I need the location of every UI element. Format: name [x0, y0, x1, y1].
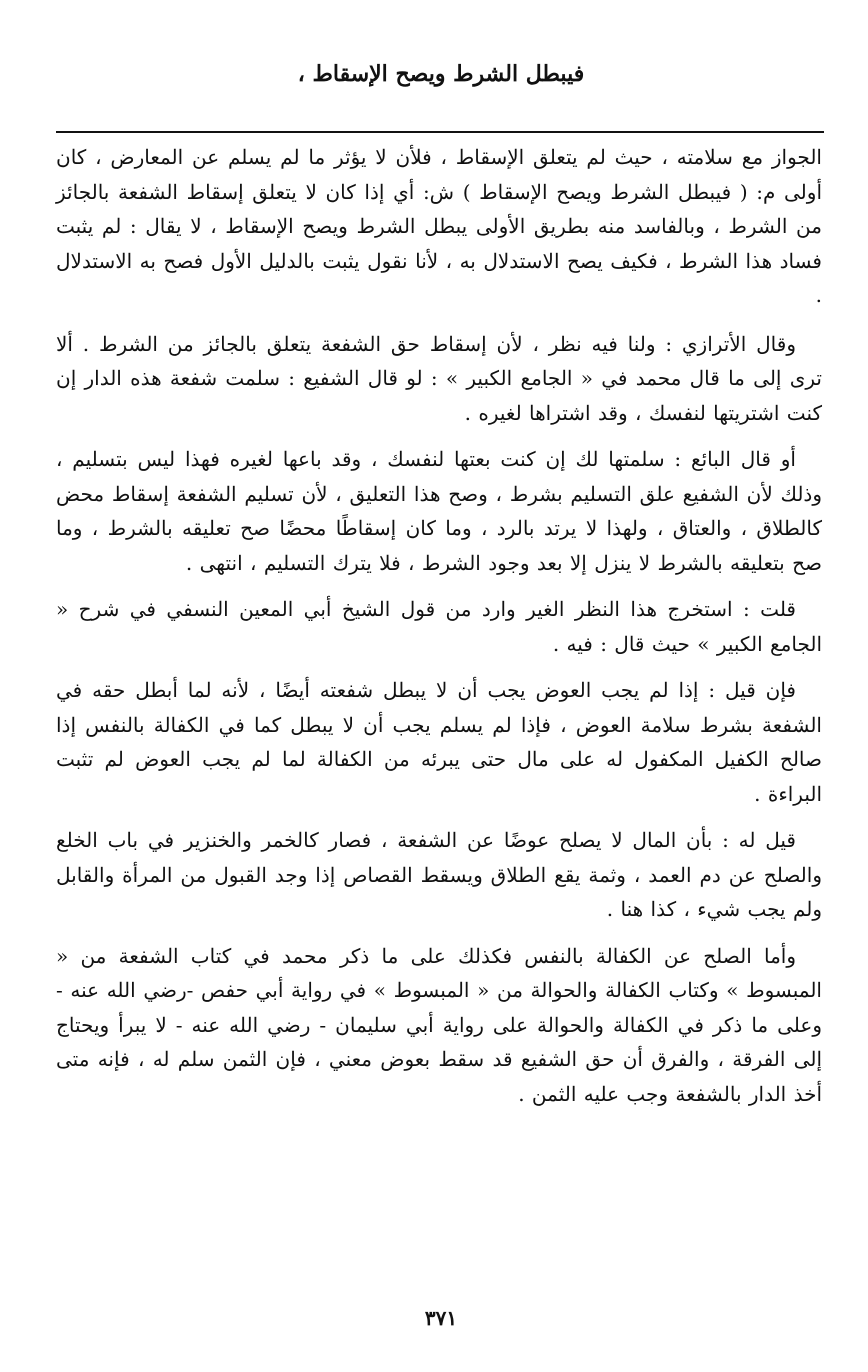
body-text — [56, 140, 822, 1123]
paragraph-7: وأما الصلح عن الكفالة بالنفس فكذلك على ما ذكر محمد في كتاب الشفعة من « المبسوط » وكتاب الكفالة والحوالة من « المبسوط » في رواية أبي حفص -رضي الله عنه - وعلى ما ذكر في الكفالة والحوالة على رواية أبي سليمان - رضي الله عنه - لا يبرأ ويحتاج إلى الفرقة ، والفرق أن حق الشفيع قد سقط بعوض معني ، فإن الثمن سلم له ، فإنه متى أخذ الدار بالشفعة وجب عليه الثمن . — [56, 943, 822, 1106]
paragraph-1: الجواز مع سلامته ، حيث لم يتعلق الإسقاط ، فلأن لا يؤثر ما لم يسلم عن المعارض ، كان أولى م: ( فيبطل الشرط ويصح الإسقاط ) ش: أي إذا كان لا يتعلق إسقاط الشفعة بالجائز من الشرط ، وبالفاسد منه بطريق الأولى يبطل الشرط ويصح الإسقاط ، لا يقال : لم يثبت فساد هذا الشرط ، فكيف يصح الاستدلال به ، لأنا نقول يثبت بالدليل الأول فصح به الاستدلال . — [56, 145, 822, 307]
paragraph-2: وقال الأترازي : ولنا فيه نظر ، لأن إسقاط حق الشفعة يتعلق بالجائز من الشرط . ألا ترى إلى ما قال محمد في « الجامع الكبير » : لو قال الشفيع : سلمت شفعة هذه الدار إن كنت اشتريتها لنفسك ، وقد اشتراها لغيره . — [56, 331, 822, 425]
header-rule — [56, 131, 824, 133]
page-number: ٣٧١ — [424, 1306, 458, 1330]
paragraph-3: أو قال البائع : سلمتها لك إن كنت بعتها لنفسك ، وقد باعها لغيره فهذا ليس بتسليم ، وذلك لأن الشفيع علق التسليم بشرط ، وصح هذا التعليق ، لأن تسليم الشفعة إسقاط محض كالطلاق ، والعتاق ، ولهذا لا يرتد بالرد ، وما كان إسقاطًا محضًا صح تعليقه بالشرط ، وما صح بتعليقه بالشرط لا ينزل إلا بعد وجود الشرط ، فلا يترك التسليم ، انتهى . — [56, 447, 822, 575]
paragraph-4: قلت : استخرج هذا النظر الغير وارد من قول الشيخ أبي المعين النسفي في شرح « الجامع الكبير » حيث قال : فيه . — [56, 597, 822, 656]
paragraph-5: فإن قيل : إذا لم يجب العوض يجب أن لا يبطل شفعته أيضًا ، لأنه لما أبطل حقه في الشفعة بشرط سلامة العوض ، فإذا لم يسلم يجب أن لا يبطل كما في الكفالة بالنفس إذا صالح الكفيل المكفول له على مال حتى يبرئه من الكفالة لما لم يجب العوض لم تثبت البراءة . — [56, 678, 822, 806]
paragraph-6: قيل له : بأن المال لا يصلح عوضًا عن الشفعة ، فصار كالخمر والخنزير في باب الخلع والصلح عن دم العمد ، وثمة يقع الطلاق ويسقط القصاص إذا وجد القبول من المرأة والقابل ولم يجب شيء ، كذا هنا . — [56, 828, 822, 921]
running-head: فيبطل الشرط ويصح الإسقاط ، — [297, 61, 585, 87]
